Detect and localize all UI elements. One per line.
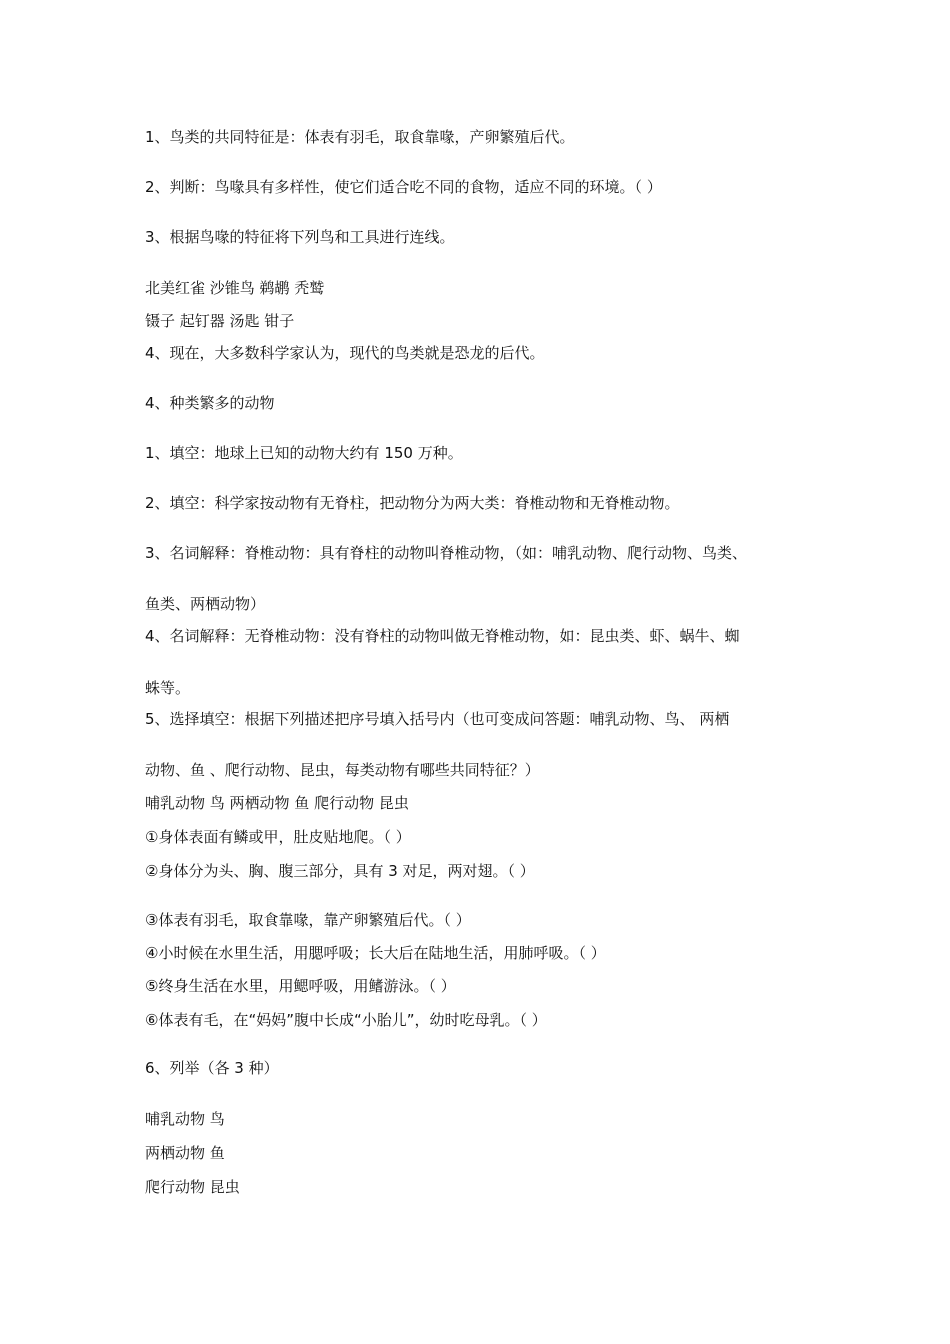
text-line: 3、根据鸟喙的特征将下列鸟和工具进行连线。 [145,228,455,246]
text-line: ②身体分为头、胸、腹三部分，具有 3 对足，两对翅。（ ） [145,862,535,880]
text-line: 蛛等。 [145,679,191,697]
text-line: 2、填空：科学家按动物有无脊柱，把动物分为两大类：脊椎动物和无脊椎动物。 [145,494,680,512]
text-line: 6、列举（各 3 种） [145,1059,279,1077]
text-line: 3、名词解释：脊椎动物：具有脊柱的动物叫脊椎动物，（如：哺乳动物、爬行动物、鸟类、 [145,544,748,562]
text-line: 1、鸟类的共同特征是：体表有羽毛，取食靠喙，产卵繁殖后代。 [145,128,575,146]
text-line: ③体表有羽毛，取食靠喙，靠产卵繁殖后代。（ ） [145,911,471,929]
text-line: 哺乳动物 鸟 两栖动物 鱼 爬行动物 昆虫 [145,794,409,812]
text-line: 4、名词解释：无脊椎动物：没有脊柱的动物叫做无脊椎动物，如：昆虫类、虾、蜗牛、蜘 [145,627,740,645]
text-line: ④小时候在水里生活，用腮呼吸；长大后在陆地生活，用肺呼吸。（ ） [145,944,606,962]
text-line: 动物、鱼 、爬行动物、昆虫，每类动物有哪些共同特征？） [145,761,540,779]
text-line: 2、判断：鸟喙具有多样性，使它们适合吃不同的食物，适应不同的环境。（ ） [145,178,662,196]
text-line: 镊子 起钉器 汤匙 钳子 [145,312,295,330]
text-line: 1、填空：地球上已知的动物大约有 150 万种。 [145,444,463,462]
section-heading: 4、种类繁多的动物 [145,394,275,412]
text-line: 两栖动物 鱼 [145,1144,225,1162]
text-line: 哺乳动物 鸟 [145,1110,225,1128]
text-line: 爬行动物 昆虫 [145,1178,240,1196]
text-line: 北美红雀 沙锥鸟 鹈鹕 秃鹫 [145,279,325,297]
text-line: ⑥体表有毛，在“妈妈”腹中长成“小胎儿”，幼时吃母乳。（ ） [145,1011,547,1029]
text-line: 5、选择填空：根据下列描述把序号填入括号内（也可变成问答题：哺乳动物、鸟、 两栖 [145,710,730,728]
text-line: 4、现在，大多数科学家认为，现代的鸟类就是恐龙的后代。 [145,344,545,362]
text-line: 鱼类、两栖动物） [145,595,266,613]
text-line: ①身体表面有鳞或甲，肚皮贴地爬。（ ） [145,828,411,846]
text-line: ⑤终身生活在水里，用鳃呼吸，用鳍游泳。（ ） [145,977,456,995]
